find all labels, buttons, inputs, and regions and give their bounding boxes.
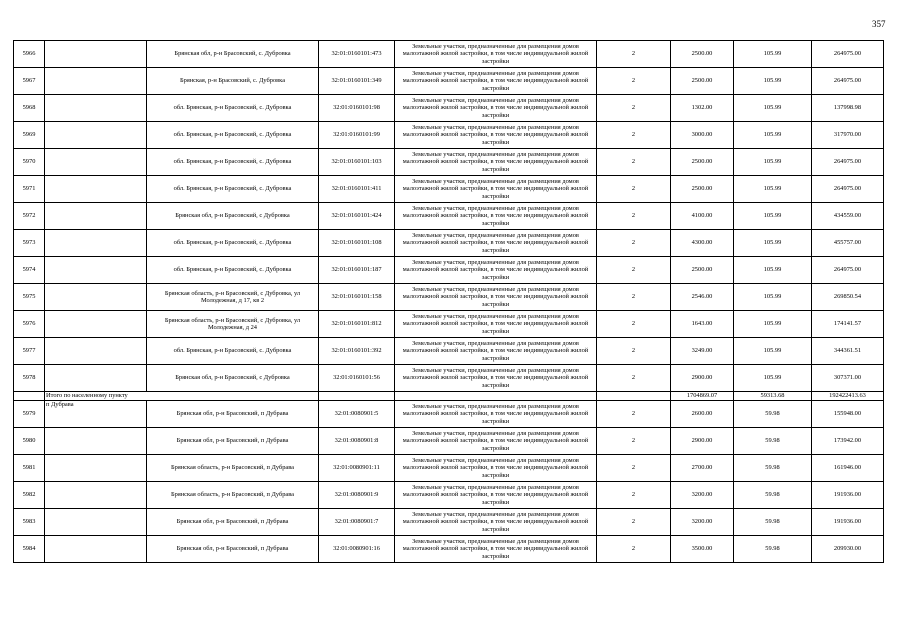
specific-value-cell: 59.98 <box>734 536 812 563</box>
category-cell: 2 <box>597 401 671 428</box>
area-cell: 3500.00 <box>671 536 734 563</box>
cadastral-number-cell: 32:01:0160101:424 <box>319 203 395 230</box>
land-use-cell: Земельные участки, предназначенные для размещения домов малоэтажной жилой застройки, в том числе индивидуальной жилой застройки <box>395 68 597 95</box>
settlement-cell <box>45 284 147 311</box>
category-cell: 2 <box>597 41 671 68</box>
row-number: 5979 <box>14 401 45 428</box>
row-number: 5980 <box>14 428 45 455</box>
table-row <box>14 230 884 257</box>
cadastral-number-cell: 32:01:0080901:8 <box>319 428 395 455</box>
cadastral-value-cell: 264975.00 <box>812 68 884 95</box>
row-number: 5974 <box>14 257 45 284</box>
cadastral-number-cell: 32:01:0080901:9 <box>319 482 395 509</box>
land-use-cell: Земельные участки, предназначенные для размещения домов малоэтажной жилой застройки, в том числе индивидуальной жилой застройки <box>395 122 597 149</box>
specific-value-cell: 105.99 <box>734 338 812 365</box>
address-cell: обл. Брянская, р-н Брасовский, с. Дубровка <box>147 176 319 203</box>
settlement-cell <box>45 41 147 68</box>
land-use-cell: Земельные участки, предназначенные для размещения домов малоэтажной жилой застройки, в том числе индивидуальной жилой застройки <box>395 176 597 203</box>
subtotal-rate: 59313.68 <box>734 392 812 401</box>
area-cell: 2700.00 <box>671 455 734 482</box>
area-cell: 4300.00 <box>671 230 734 257</box>
land-use-cell: Земельные участки, предназначенные для размещения домов малоэтажной жилой застройки, в том числе индивидуальной жилой застройки <box>395 203 597 230</box>
cadastral-value-cell: 264975.00 <box>812 149 884 176</box>
row-number: 5970 <box>14 149 45 176</box>
row-number: 5978 <box>14 365 45 392</box>
settlement-cell <box>45 230 147 257</box>
address-cell: обл. Брянская, р-н Брасовский, с. Дубровка <box>147 230 319 257</box>
cadastral-value-cell: 174141.57 <box>812 311 884 338</box>
specific-value-cell: 59.98 <box>734 509 812 536</box>
area-cell: 2546.00 <box>671 284 734 311</box>
specific-value-cell: 59.98 <box>734 482 812 509</box>
specific-value-cell: 59.98 <box>734 455 812 482</box>
category-cell: 2 <box>597 284 671 311</box>
table-row <box>14 536 884 563</box>
land-use-cell: Земельные участки, предназначенные для размещения домов малоэтажной жилой застройки, в том числе индивидуальной жилой застройки <box>395 365 597 392</box>
settlement-cell <box>45 365 147 392</box>
specific-value-cell: 105.99 <box>734 257 812 284</box>
table-row <box>14 203 884 230</box>
cadastral-value-cell: 317970.00 <box>812 122 884 149</box>
cadastral-number-cell: 32:01:0080901:16 <box>319 536 395 563</box>
address-cell: Брянская область, р-н Брасовский, п Дубрава <box>147 455 319 482</box>
cadastral-value-cell: 264975.00 <box>812 41 884 68</box>
cadastral-number-cell: 32:01:0160101:392 <box>319 338 395 365</box>
land-use-cell: Земельные участки, предназначенные для размещения домов малоэтажной жилой застройки, в том числе индивидуальной жилой застройки <box>395 482 597 509</box>
table-row <box>14 455 884 482</box>
area-cell: 2500.00 <box>671 41 734 68</box>
category-cell: 2 <box>597 509 671 536</box>
table-row <box>14 149 884 176</box>
table-row <box>14 365 884 392</box>
area-cell: 2900.00 <box>671 365 734 392</box>
address-cell: Брянская обл, р-н Брасовский, с Дубровка <box>147 365 319 392</box>
specific-value-cell: 105.99 <box>734 311 812 338</box>
table-row <box>14 311 884 338</box>
land-use-cell: Земельные участки, предназначенные для размещения домов малоэтажной жилой застройки, в том числе индивидуальной жилой застройки <box>395 536 597 563</box>
cadastral-number-cell: 32:01:0160101:98 <box>319 95 395 122</box>
cadastral-number-cell: 32:01:0160101:103 <box>319 149 395 176</box>
land-use-cell: Земельные участки, предназначенные для размещения домов малоэтажной жилой застройки, в том числе индивидуальной жилой застройки <box>395 95 597 122</box>
row-number: 5975 <box>14 284 45 311</box>
land-use-cell: Земельные участки, предназначенные для размещения домов малоэтажной жилой застройки, в том числе индивидуальной жилой застройки <box>395 401 597 428</box>
table-row <box>14 401 884 428</box>
subtotal-empty-cell <box>597 392 671 401</box>
cadastral-value-cell: 434559.00 <box>812 203 884 230</box>
category-cell: 2 <box>597 482 671 509</box>
cadastral-value-cell: 264975.00 <box>812 257 884 284</box>
table-row <box>14 338 884 365</box>
area-cell: 2500.00 <box>671 68 734 95</box>
cadastral-value-cell: 137998.98 <box>812 95 884 122</box>
subtotal-empty-cell <box>319 392 395 401</box>
row-number: 5969 <box>14 122 45 149</box>
address-cell: Брянская обл, р-н Брасовский, с Дубровка <box>147 203 319 230</box>
cadastral-value-cell: 269850.54 <box>812 284 884 311</box>
category-cell: 2 <box>597 365 671 392</box>
cadastral-value-table <box>13 40 884 563</box>
subtotal-value: 192422413.63 <box>812 392 884 401</box>
area-cell: 3200.00 <box>671 509 734 536</box>
area-cell: 3249.00 <box>671 338 734 365</box>
category-cell: 2 <box>597 536 671 563</box>
specific-value-cell: 105.99 <box>734 230 812 257</box>
land-use-cell: Земельные участки, предназначенные для размещения домов малоэтажной жилой застройки, в том числе индивидуальной жилой застройки <box>395 257 597 284</box>
address-cell: Брянская обл, р-н Брасовский, с. Дубровка <box>147 41 319 68</box>
address-cell: обл. Брянская, р-н Брасовский, с. Дубровка <box>147 257 319 284</box>
area-cell: 2500.00 <box>671 176 734 203</box>
cadastral-number-cell: 32:01:0080901:11 <box>319 455 395 482</box>
address-cell: обл. Брянская, р-н Брасовский, с. Дубровка <box>147 95 319 122</box>
specific-value-cell: 59.98 <box>734 401 812 428</box>
settlement-cell <box>45 536 147 563</box>
cadastral-value-cell: 191936.00 <box>812 509 884 536</box>
specific-value-cell: 105.99 <box>734 365 812 392</box>
row-number: 5982 <box>14 482 45 509</box>
specific-value-cell: 105.99 <box>734 203 812 230</box>
category-cell: 2 <box>597 455 671 482</box>
table-row <box>14 176 884 203</box>
category-cell: 2 <box>597 428 671 455</box>
table-body-top <box>14 41 884 392</box>
settlement-cell <box>45 509 147 536</box>
cadastral-number-cell: 32:01:0160101:56 <box>319 365 395 392</box>
category-cell: 2 <box>597 95 671 122</box>
cadastral-number-cell: 32:01:0160101:473 <box>319 41 395 68</box>
land-use-cell: Земельные участки, предназначенные для размещения домов малоэтажной жилой застройки, в том числе индивидуальной жилой застройки <box>395 338 597 365</box>
area-cell: 2500.00 <box>671 149 734 176</box>
address-cell: Брянская обл, р-н Брасовский, п Дубрава <box>147 509 319 536</box>
settlement-cell <box>45 482 147 509</box>
subtotal-row <box>14 392 884 401</box>
cadastral-number-cell: 32:01:0080901:5 <box>319 401 395 428</box>
settlement-cell <box>45 68 147 95</box>
area-cell: 3000.00 <box>671 122 734 149</box>
table-row <box>14 41 884 68</box>
cadastral-value-cell: 264975.00 <box>812 176 884 203</box>
address-cell: Брянская область, р-н Брасовский, с Дубровка, ул Молодежная, д 24 <box>147 311 319 338</box>
row-number: 5966 <box>14 41 45 68</box>
address-cell: Брянская область, р-н Брасовский, с Дубровка, ул Молодежная, д 17, кв 2 <box>147 284 319 311</box>
address-cell: Брянская обл, р-н Брасовский, п Дубрава <box>147 401 319 428</box>
land-use-cell: Земельные участки, предназначенные для размещения домов малоэтажной жилой застройки, в том числе индивидуальной жилой застройки <box>395 509 597 536</box>
settlement-cell <box>45 311 147 338</box>
cadastral-number-cell: 32:01:0160101:99 <box>319 122 395 149</box>
specific-value-cell: 59.98 <box>734 428 812 455</box>
area-cell: 2500.00 <box>671 257 734 284</box>
area-cell: 1643.00 <box>671 311 734 338</box>
specific-value-cell: 105.99 <box>734 68 812 95</box>
row-number: 5967 <box>14 68 45 95</box>
specific-value-cell: 105.99 <box>734 176 812 203</box>
address-cell: Брянская область, р-н Брасовский, п Дубрава <box>147 482 319 509</box>
category-cell: 2 <box>597 257 671 284</box>
land-use-cell: Земельные участки, предназначенные для размещения домов малоэтажной жилой застройки, в том числе индивидуальной жилой застройки <box>395 230 597 257</box>
cadastral-number-cell: 32:01:0160101:411 <box>319 176 395 203</box>
address-cell: Брянская, р-н Брасовский, с. Дубровка <box>147 68 319 95</box>
address-cell: обл. Брянская, р-н Брасовский, с. Дубровка <box>147 149 319 176</box>
land-use-cell: Земельные участки, предназначенные для размещения домов малоэтажной жилой застройки, в том числе индивидуальной жилой застройки <box>395 311 597 338</box>
table-row <box>14 68 884 95</box>
table-row <box>14 428 884 455</box>
address-cell: Брянская обл, р-н Брасовский, п Дубрава <box>147 536 319 563</box>
settlement-cell <box>45 122 147 149</box>
specific-value-cell: 105.99 <box>734 149 812 176</box>
row-number: 5983 <box>14 509 45 536</box>
subtotal-num-cell <box>14 392 45 401</box>
row-number: 5972 <box>14 203 45 230</box>
page-number: 357 <box>872 19 886 29</box>
subtotal-label: Итого по населенному пункту <box>45 392 319 401</box>
category-cell: 2 <box>597 176 671 203</box>
category-cell: 2 <box>597 149 671 176</box>
table-body-bottom <box>14 401 884 563</box>
subtotal-section <box>14 392 884 401</box>
settlement-cell <box>45 338 147 365</box>
cadastral-value-cell: 173942.00 <box>812 428 884 455</box>
cadastral-value-cell: 344361.51 <box>812 338 884 365</box>
specific-value-cell: 105.99 <box>734 41 812 68</box>
land-use-cell: Земельные участки, предназначенные для размещения домов малоэтажной жилой застройки, в том числе индивидуальной жилой застройки <box>395 428 597 455</box>
settlement-cell <box>45 203 147 230</box>
area-cell: 2900.00 <box>671 428 734 455</box>
settlement-cell <box>45 428 147 455</box>
cadastral-number-cell: 32:01:0080901:7 <box>319 509 395 536</box>
table-row <box>14 509 884 536</box>
cadastral-number-cell: 32:01:0160101:108 <box>319 230 395 257</box>
row-number: 5968 <box>14 95 45 122</box>
category-cell: 2 <box>597 311 671 338</box>
category-cell: 2 <box>597 338 671 365</box>
settlement-cell <box>45 257 147 284</box>
row-number: 5976 <box>14 311 45 338</box>
area-cell: 4100.00 <box>671 203 734 230</box>
settlement-cell <box>45 176 147 203</box>
cadastral-value-cell: 307371.00 <box>812 365 884 392</box>
settlement-cell: п Дубрава <box>45 401 147 428</box>
area-cell: 1302.00 <box>671 95 734 122</box>
category-cell: 2 <box>597 68 671 95</box>
land-use-cell: Земельные участки, предназначенные для размещения домов малоэтажной жилой застройки, в том числе индивидуальной жилой застройки <box>395 41 597 68</box>
specific-value-cell: 105.99 <box>734 284 812 311</box>
table-row <box>14 482 884 509</box>
row-number: 5981 <box>14 455 45 482</box>
cadastral-number-cell: 32:01:0160101:812 <box>319 311 395 338</box>
area-cell: 2600.00 <box>671 401 734 428</box>
row-number: 5973 <box>14 230 45 257</box>
address-cell: обл. Брянская, р-н Брасовский, с. Дубровка <box>147 338 319 365</box>
address-cell: Брянская обл, р-н Брасовский, п Дубрава <box>147 428 319 455</box>
table-row <box>14 284 884 311</box>
address-cell: обл. Брянская, р-н Брасовский, с. Дубровка <box>147 122 319 149</box>
land-use-cell: Земельные участки, предназначенные для размещения домов малоэтажной жилой застройки, в том числе индивидуальной жилой застройки <box>395 455 597 482</box>
category-cell: 2 <box>597 203 671 230</box>
cadastral-value-cell: 191936.00 <box>812 482 884 509</box>
row-number: 5984 <box>14 536 45 563</box>
subtotal-empty-cell <box>395 392 597 401</box>
row-number: 5977 <box>14 338 45 365</box>
category-cell: 2 <box>597 122 671 149</box>
cadastral-number-cell: 32:01:0160101:349 <box>319 68 395 95</box>
table-row <box>14 257 884 284</box>
table-row <box>14 95 884 122</box>
settlement-cell <box>45 95 147 122</box>
cadastral-value-cell: 155948.00 <box>812 401 884 428</box>
subtotal-area: 1704869.07 <box>671 392 734 401</box>
cadastral-number-cell: 32:01:0160101:187 <box>319 257 395 284</box>
cadastral-number-cell: 32:01:0160101:158 <box>319 284 395 311</box>
table-row <box>14 122 884 149</box>
land-use-cell: Земельные участки, предназначенные для размещения домов малоэтажной жилой застройки, в том числе индивидуальной жилой застройки <box>395 284 597 311</box>
settlement-cell <box>45 149 147 176</box>
cadastral-value-cell: 455757.00 <box>812 230 884 257</box>
specific-value-cell: 105.99 <box>734 95 812 122</box>
area-cell: 3200.00 <box>671 482 734 509</box>
settlement-cell <box>45 455 147 482</box>
cadastral-value-cell: 161946.00 <box>812 455 884 482</box>
specific-value-cell: 105.99 <box>734 122 812 149</box>
land-use-cell: Земельные участки, предназначенные для размещения домов малоэтажной жилой застройки, в том числе индивидуальной жилой застройки <box>395 149 597 176</box>
row-number: 5971 <box>14 176 45 203</box>
cadastral-value-cell: 209930.00 <box>812 536 884 563</box>
category-cell: 2 <box>597 230 671 257</box>
